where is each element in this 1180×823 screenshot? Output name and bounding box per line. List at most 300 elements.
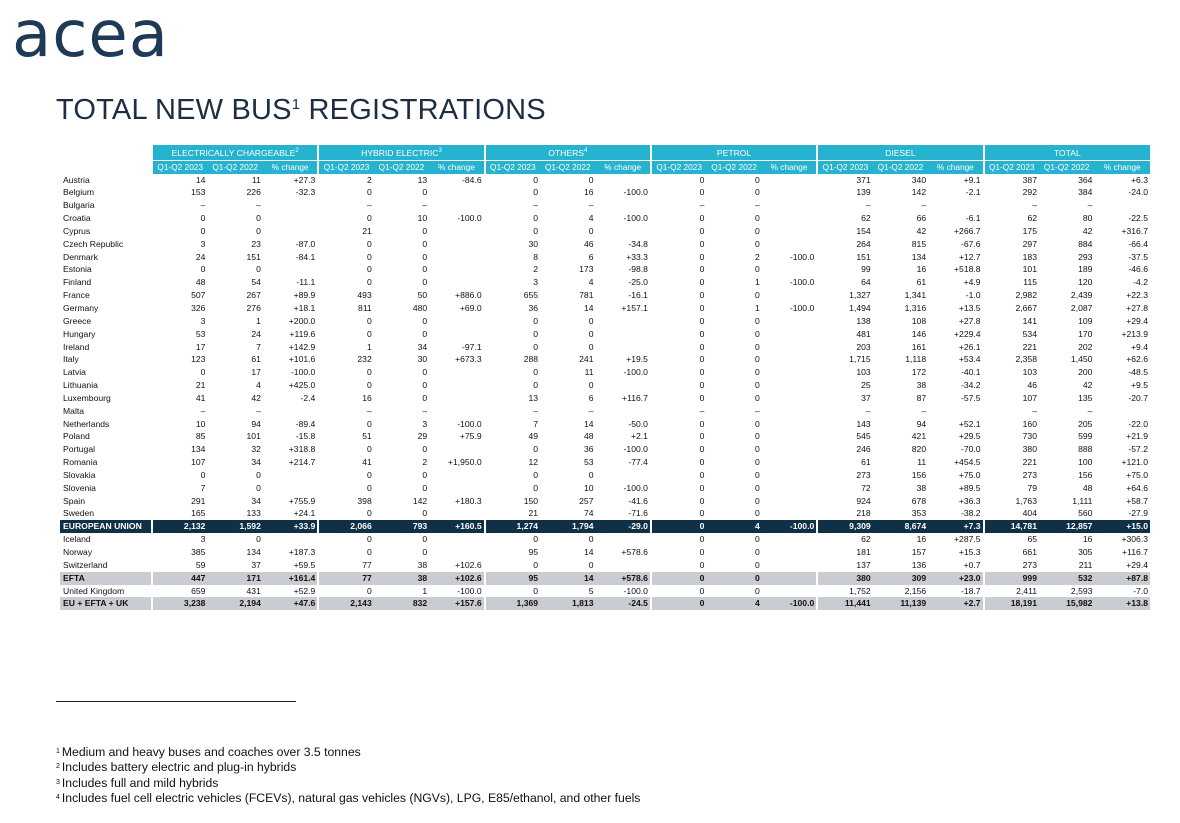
- value-cell: 32: [251, 444, 261, 455]
- value-cell: [762, 341, 817, 354]
- value-cell: +116.7: [622, 392, 648, 403]
- value-cell: 8,674: [873, 520, 928, 533]
- table-row: [60, 418, 1150, 431]
- value-cell: [596, 328, 651, 341]
- value-cell: 0: [651, 366, 706, 379]
- value-cell: –: [984, 199, 1039, 212]
- value-cell: [762, 289, 817, 302]
- country-cell: Greece: [63, 315, 92, 326]
- table-row: [60, 572, 1150, 585]
- value-cell: 4: [706, 597, 761, 610]
- value-cell: 0: [651, 251, 706, 264]
- value-cell: 21: [485, 507, 540, 520]
- value-cell: 142: [911, 187, 927, 198]
- subheader-cell: Q1-Q2 2022: [207, 160, 262, 173]
- value-cell: 0: [755, 187, 760, 198]
- value-cell: 815: [911, 238, 927, 249]
- value-cell: -57.5: [960, 392, 981, 403]
- value-cell: 221: [984, 456, 1039, 469]
- value-cell: 34: [417, 341, 428, 352]
- subheader-cell: Q1-Q2 2023: [152, 160, 207, 173]
- value-cell: 2,667: [984, 302, 1039, 315]
- table-row: [60, 379, 1150, 392]
- value-cell: 10: [417, 213, 428, 224]
- value-cell: 154: [817, 225, 872, 238]
- value-cell: 273: [984, 469, 1039, 482]
- value-cell: +102.6: [455, 559, 482, 570]
- value-cell: 1: [422, 585, 428, 596]
- value-cell: 135: [1078, 392, 1093, 403]
- value-cell: -25.0: [628, 277, 648, 288]
- value-cell: 0: [651, 263, 706, 276]
- value-cell: 51: [318, 430, 373, 443]
- value-cell: 5: [588, 585, 594, 596]
- value-cell: [1094, 199, 1150, 212]
- value-cell: 16: [916, 264, 927, 275]
- table-row: [60, 289, 1150, 302]
- value-cell: 480: [412, 302, 428, 313]
- value-cell: 4: [256, 380, 261, 391]
- value-cell: [263, 482, 318, 495]
- value-cell: 0: [422, 187, 428, 198]
- value-cell: +116.7: [1122, 547, 1148, 558]
- value-cell: 0: [256, 225, 261, 236]
- value-cell: [429, 263, 484, 276]
- value-cell: 94: [916, 418, 927, 429]
- value-cell: [762, 405, 817, 418]
- value-cell: 431: [246, 585, 261, 596]
- value-cell: 4: [588, 213, 594, 224]
- value-cell: 14,781: [984, 520, 1039, 533]
- value-cell: 0: [256, 469, 261, 480]
- subheader-cell: Q1-Q2 2022: [873, 160, 928, 173]
- value-cell: 447: [152, 572, 207, 585]
- value-cell: 0: [485, 482, 540, 495]
- value-cell: 53: [152, 328, 207, 341]
- value-cell: +59.5: [293, 559, 316, 570]
- value-cell: 0: [651, 585, 706, 598]
- value-cell: +121.0: [1121, 457, 1148, 468]
- value-cell: +27.3: [293, 174, 316, 185]
- value-cell: 103: [984, 366, 1039, 379]
- value-cell: 0: [755, 585, 760, 596]
- value-cell: 0: [651, 559, 706, 572]
- country-cell: Luxembourg: [63, 392, 111, 403]
- value-cell: 1,450: [1070, 354, 1093, 365]
- value-cell: 50: [417, 290, 428, 301]
- value-cell: -87.0: [295, 238, 316, 249]
- footnote-number: 4: [56, 794, 60, 802]
- value-cell: 53: [583, 457, 594, 468]
- value-cell: 25: [817, 379, 872, 392]
- table-row: [60, 302, 1150, 315]
- value-cell: [429, 251, 484, 264]
- group-header-electric: ELECTRICALLY CHARGEABLE$^2$: [152, 145, 318, 160]
- value-cell: 0: [651, 572, 706, 585]
- value-cell: +29.4: [1126, 315, 1148, 326]
- value-cell: +87.8: [1094, 572, 1150, 585]
- value-cell: 0: [485, 225, 540, 238]
- value-cell: +12.7: [958, 251, 981, 262]
- value-cell: [429, 392, 484, 405]
- value-cell: +27.8: [1126, 302, 1148, 313]
- value-cell: 6: [588, 251, 594, 262]
- value-cell: 661: [984, 546, 1039, 559]
- value-cell: 0: [755, 367, 760, 378]
- value-cell: [596, 341, 651, 354]
- value-cell: -41.6: [628, 495, 648, 506]
- value-cell: 924: [817, 495, 872, 508]
- value-cell: 0: [755, 508, 760, 519]
- value-cell: 888: [1078, 444, 1093, 455]
- value-cell: 8: [485, 251, 540, 264]
- value-cell: 18,191: [984, 597, 1039, 610]
- value-cell: 138: [817, 315, 872, 328]
- value-cell: 3,238: [152, 597, 207, 610]
- footnote-text: Includes fuel cell electric vehicles (FCEVs), natural gas vehicles (NGVs), LPG, E85/ethanol, and other fuels: [61, 791, 641, 806]
- subheader-cell: % change: [429, 160, 484, 173]
- value-cell: 560: [1078, 508, 1093, 519]
- value-cell: +160.5: [429, 520, 484, 533]
- value-cell: 42: [916, 225, 927, 236]
- value-cell: 202: [1078, 341, 1093, 352]
- value-cell: +454.5: [954, 457, 981, 468]
- value-cell: –: [651, 199, 706, 212]
- subheader-cell: % change: [928, 160, 983, 173]
- value-cell: [263, 225, 318, 238]
- value-cell: +89.9: [293, 290, 316, 301]
- value-cell: [429, 238, 484, 251]
- value-cell: 811: [318, 302, 373, 315]
- value-cell: -24.0: [1128, 187, 1148, 198]
- value-cell: 34: [251, 457, 261, 468]
- value-cell: 14: [152, 174, 207, 187]
- value-cell: +1,950.0: [447, 457, 482, 468]
- value-cell: 0: [588, 225, 594, 236]
- value-cell: 0: [588, 174, 594, 185]
- value-cell: 48: [1082, 482, 1093, 493]
- subheader-cell: Q1-Q2 2023: [651, 160, 706, 173]
- title-main: TOTAL NEW BUS: [56, 94, 292, 126]
- value-cell: 4: [706, 520, 761, 533]
- value-cell: [596, 559, 651, 572]
- value-cell: 17: [152, 341, 207, 354]
- value-cell: [762, 263, 817, 276]
- value-cell: -100.0: [623, 444, 648, 455]
- country-cell: Romania: [63, 457, 98, 468]
- value-cell: 1,118: [905, 354, 927, 365]
- value-cell: 2,066: [318, 520, 373, 533]
- value-cell: 48: [583, 431, 594, 442]
- value-cell: 3: [152, 315, 207, 328]
- value-cell: 0: [651, 456, 706, 469]
- value-cell: 16: [916, 534, 927, 545]
- value-cell: [762, 559, 817, 572]
- value-cell: -16.1: [628, 290, 648, 301]
- value-cell: 41: [318, 456, 373, 469]
- subheader-cell: % change: [263, 160, 318, 173]
- value-cell: 0: [485, 533, 540, 546]
- table-row: [60, 482, 1150, 495]
- value-cell: -18.7: [960, 585, 981, 596]
- value-cell: +13.5: [958, 302, 981, 313]
- value-cell: +316.7: [1121, 225, 1148, 236]
- value-cell: –: [755, 200, 760, 211]
- value-cell: [429, 225, 484, 238]
- value-cell: 0: [755, 354, 760, 365]
- value-cell: -6.1: [965, 213, 981, 224]
- value-cell: +2.1: [630, 431, 648, 442]
- table-row: [60, 341, 1150, 354]
- acea-logo: acea: [12, 0, 169, 72]
- value-cell: 0: [422, 444, 428, 455]
- value-cell: 0: [755, 264, 760, 275]
- value-cell: 30: [417, 354, 428, 365]
- value-cell: 0: [152, 366, 207, 379]
- value-cell: 109: [1078, 315, 1093, 326]
- registrations-table-wrapper: [60, 145, 1150, 610]
- value-cell: 0: [318, 212, 373, 225]
- value-cell: +180.3: [455, 495, 482, 506]
- value-cell: -27.9: [1128, 508, 1148, 519]
- value-cell: +886.0: [455, 290, 482, 301]
- value-cell: 0: [755, 392, 760, 403]
- country-cell: Latvia: [63, 367, 86, 378]
- value-cell: 0: [485, 186, 540, 199]
- value-cell: 232: [318, 353, 373, 366]
- value-cell: 2,156: [904, 585, 927, 596]
- value-cell: –: [755, 405, 760, 416]
- value-cell: 153: [152, 186, 207, 199]
- value-cell: 0: [422, 482, 428, 493]
- value-cell: 267: [246, 290, 261, 301]
- value-cell: 385: [152, 546, 207, 559]
- value-cell: 481: [817, 328, 872, 341]
- value-cell: –: [422, 200, 428, 211]
- value-cell: 0: [152, 263, 207, 276]
- value-cell: 6: [588, 392, 594, 403]
- corner-cell: [60, 145, 152, 160]
- value-cell: 0: [485, 212, 540, 225]
- value-cell: 276: [246, 302, 261, 313]
- value-cell: 305: [1078, 547, 1093, 558]
- table-body: [60, 174, 1150, 611]
- value-cell: 0: [318, 186, 373, 199]
- value-cell: [263, 212, 318, 225]
- value-cell: 0: [422, 392, 428, 403]
- value-cell: –: [817, 405, 872, 418]
- value-cell: +62.6: [1126, 354, 1148, 365]
- value-cell: 1,494: [817, 302, 872, 315]
- value-cell: 181: [817, 546, 872, 559]
- value-cell: -15.8: [295, 431, 316, 442]
- value-cell: 2,982: [984, 289, 1039, 302]
- value-cell: –: [485, 405, 540, 418]
- table-row: [60, 328, 1150, 341]
- value-cell: [762, 392, 817, 405]
- value-cell: 0: [755, 559, 760, 570]
- value-cell: 0: [755, 341, 760, 352]
- value-cell: 0: [256, 264, 261, 275]
- value-cell: 532: [1039, 572, 1094, 585]
- value-cell: 0: [755, 469, 760, 480]
- value-cell: [596, 315, 651, 328]
- country-cell: United Kingdom: [63, 585, 125, 596]
- value-cell: +27.8: [958, 315, 981, 326]
- value-cell: +15.3: [958, 547, 981, 558]
- value-cell: -100.0: [457, 213, 482, 224]
- value-cell: 77: [318, 572, 373, 585]
- value-cell: 1,715: [817, 353, 872, 366]
- value-cell: 48: [152, 276, 207, 289]
- value-cell: 171: [207, 572, 262, 585]
- value-cell: 0: [755, 482, 760, 493]
- value-cell: [928, 199, 983, 212]
- value-cell: [762, 507, 817, 520]
- value-cell: 0: [706, 572, 761, 585]
- value-cell: 123: [152, 353, 207, 366]
- country-cell: Malta: [63, 405, 85, 416]
- footnote-number: 2: [56, 763, 60, 771]
- value-cell: 101: [246, 431, 261, 442]
- value-cell: 364: [1078, 174, 1093, 185]
- value-cell: 42: [1082, 380, 1093, 391]
- value-cell: 4: [588, 277, 594, 288]
- value-cell: 0: [485, 379, 540, 392]
- value-cell: 2,593: [1070, 585, 1093, 596]
- value-cell: 134: [911, 251, 927, 262]
- value-cell: 2: [318, 174, 373, 187]
- value-cell: 0: [485, 585, 540, 598]
- value-cell: 101: [984, 263, 1039, 276]
- value-cell: -37.5: [1128, 251, 1148, 262]
- table-row: [60, 430, 1150, 443]
- value-cell: +69.0: [459, 302, 482, 313]
- value-cell: 0: [651, 546, 706, 559]
- value-cell: 534: [984, 328, 1039, 341]
- value-cell: +15.0: [1094, 520, 1150, 533]
- value-cell: +157.1: [621, 302, 648, 313]
- value-cell: -100.0: [623, 367, 648, 378]
- country-cell: Italy: [63, 354, 79, 365]
- value-cell: 820: [911, 444, 927, 455]
- value-cell: 141: [984, 315, 1039, 328]
- value-cell: -84.1: [295, 251, 316, 262]
- value-cell: +6.3: [1131, 174, 1148, 185]
- value-cell: +4.9: [963, 277, 981, 288]
- value-cell: 1,752: [817, 585, 872, 598]
- value-cell: 77: [318, 559, 373, 572]
- table-row: [60, 199, 1150, 212]
- value-cell: 2,132: [152, 520, 207, 533]
- value-cell: 87: [916, 392, 927, 403]
- value-cell: -100.0: [789, 277, 815, 288]
- value-cell: [429, 276, 484, 289]
- value-cell: 678: [911, 495, 927, 506]
- corner-cell-2: [60, 160, 152, 173]
- value-cell: –: [485, 199, 540, 212]
- table-row: [60, 315, 1150, 328]
- value-cell: –: [984, 405, 1039, 418]
- value-cell: +19.5: [626, 354, 648, 365]
- value-cell: 14: [583, 418, 594, 429]
- value-cell: +29.4: [1126, 559, 1148, 570]
- value-cell: 136: [911, 559, 927, 570]
- value-cell: [762, 238, 817, 251]
- value-cell: [762, 418, 817, 431]
- value-cell: [429, 546, 484, 559]
- value-cell: 0: [651, 430, 706, 443]
- value-cell: 2: [422, 457, 428, 468]
- value-cell: -100.0: [762, 597, 817, 610]
- value-cell: 7: [256, 341, 261, 352]
- value-cell: –: [817, 199, 872, 212]
- value-cell: -100.0: [623, 187, 648, 198]
- table-row: [60, 251, 1150, 264]
- table-row: [60, 546, 1150, 559]
- value-cell: +33.9: [263, 520, 318, 533]
- value-cell: 80: [1082, 213, 1093, 224]
- value-cell: 0: [318, 315, 373, 328]
- value-cell: 38: [374, 572, 429, 585]
- subheader-cell: Q1-Q2 2023: [984, 160, 1039, 173]
- value-cell: [429, 405, 484, 418]
- country-cell: France: [63, 290, 90, 301]
- value-cell: 0: [588, 328, 594, 339]
- value-cell: 2,411: [984, 585, 1039, 598]
- value-cell: 781: [579, 290, 594, 301]
- value-cell: [762, 315, 817, 328]
- value-cell: 0: [651, 238, 706, 251]
- value-cell: 11,139: [873, 597, 928, 610]
- value-cell: 0: [651, 520, 706, 533]
- value-cell: -100.0: [762, 520, 817, 533]
- value-cell: -2.4: [300, 392, 316, 403]
- value-cell: 659: [152, 585, 207, 598]
- value-cell: 273: [984, 559, 1039, 572]
- value-cell: 157: [911, 547, 927, 558]
- value-cell: -100.0: [623, 213, 648, 224]
- value-cell: 137: [817, 559, 872, 572]
- value-cell: –: [588, 200, 594, 211]
- value-cell: 156: [911, 469, 927, 480]
- value-cell: +214.7: [288, 457, 316, 468]
- group-header-row: [60, 145, 1150, 160]
- value-cell: 0: [422, 225, 428, 236]
- value-cell: 151: [817, 251, 872, 264]
- country-cell: EFTA: [60, 572, 152, 585]
- value-cell: 0: [318, 238, 373, 251]
- table-row: [60, 520, 1150, 533]
- value-cell: [928, 405, 983, 418]
- value-cell: 54: [251, 277, 261, 288]
- value-cell: 2,087: [1070, 302, 1093, 313]
- group-header-hybrid: HYBRID ELECTRIC$^3$: [318, 145, 484, 160]
- value-cell: [762, 443, 817, 456]
- value-cell: 183: [984, 251, 1039, 264]
- value-cell: +213.9: [1121, 328, 1148, 339]
- table-row: [60, 238, 1150, 251]
- value-cell: 15,982: [1039, 597, 1094, 610]
- value-cell: 0: [318, 482, 373, 495]
- value-cell: 150: [485, 495, 540, 508]
- value-cell: -97.1: [462, 341, 482, 352]
- subheader-cell: Q1-Q2 2023: [318, 160, 373, 173]
- value-cell: 85: [152, 430, 207, 443]
- value-cell: 291: [152, 495, 207, 508]
- value-cell: 46: [583, 238, 594, 249]
- value-cell: 107: [152, 456, 207, 469]
